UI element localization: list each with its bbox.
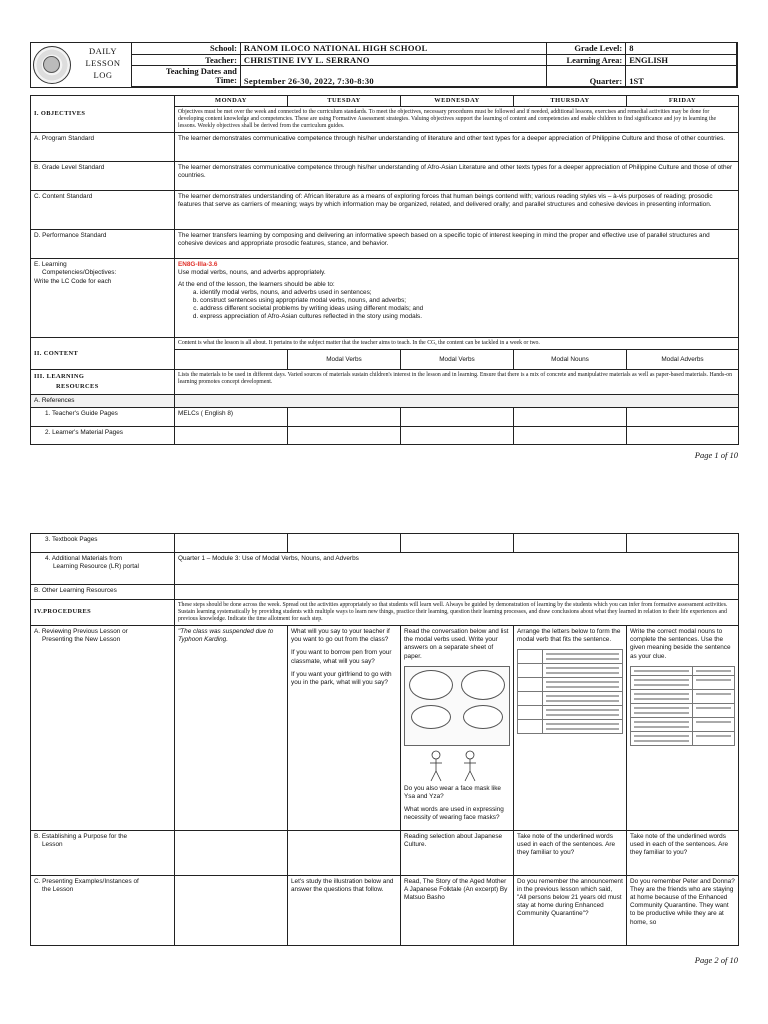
conversation-instruction: Read the conversation below and list the modal verbs used. Write your answers on a separate sheet of paper.	[404, 628, 509, 660]
textbook-thursday	[514, 534, 627, 553]
lc-objective-item: c. address different societal problems by writing ideas using different modals; and	[200, 305, 735, 313]
learners-material-wednesday	[401, 427, 514, 445]
title-line-3: LOG	[93, 70, 113, 80]
daily-lesson-log-title	[75, 45, 131, 81]
textbook-tuesday	[288, 534, 401, 553]
lesson-log-header	[30, 42, 738, 88]
grade-level-value: 8	[626, 43, 737, 55]
references-label: A. References	[31, 395, 175, 408]
textbook-monday	[175, 534, 288, 553]
school-label: School:	[132, 43, 241, 55]
other-resources-label: B. Other Learning Resources	[31, 585, 175, 600]
procedures-table	[30, 533, 739, 946]
lc-objective-item: d. express appreciation of Afro-Asian cultures reflected in the story using modals.	[200, 313, 735, 321]
topic-tuesday: Modal Verbs	[288, 350, 401, 370]
program-standard-label: A. Program Standard	[31, 133, 175, 162]
school-value: RANOM ILOCO NATIONAL HIGH SCHOOL	[240, 43, 546, 55]
presenting-tuesday: Let's study the illustration below and answer the questions that follow.	[288, 875, 401, 945]
presenting-friday: Do you remember Peter and Donna? They are the friends who are staying at home because of the Enhanced Community Quarantine. They want to be productive while they are at home, so	[627, 875, 739, 945]
scrambled-letters-exercise	[517, 649, 623, 734]
class-suspended-note: "The class was suspended due to Typhoon Karding.	[178, 628, 274, 644]
grade-level-standard-text: The learner demonstrates communicative competence through his/her understanding of Afro-Asian Literature and other texts types for a deeper appreciation of Philippine Culture and those of other countries.	[175, 162, 739, 191]
teachers-guide-friday	[627, 408, 739, 427]
additional-materials-label	[31, 553, 175, 585]
face-mask-question: Do you also wear a face mask like Ysa and Yza?	[404, 784, 501, 801]
learners-material-tuesday	[288, 427, 401, 445]
performance-standard-label: D. Performance Standard	[31, 230, 175, 259]
quarter-value: 1ST	[626, 66, 737, 87]
objectives-note: Objectives must be met over the week and connected to the curriculum standards. To meet the objectives, necessary procedures must be followed and if needed, additional lessons, exercises and remedial activities may be done for developing content knowledge and competencies. These are using Formative Assessment strategies. Valuing objectives support the learning of content and competencies and enable children to find significance and joy in learning the lessons. Weekly objectives shall be derived from the curriculum guides.	[175, 107, 739, 133]
review-question: If you want your girlfriend to go with you in the park, what will you say?	[291, 670, 392, 687]
performance-standard-text: The learner transfers learning by composing and delivering an informative speech based on a specific topic of interest keeping in mind the proper and effective use of parallel structures and cohesive devices and appropriate prosodic features, stance, and behavior.	[175, 230, 739, 259]
additional-materials-value: Quarter 1 – Module 3: Use of Modal Verbs, Nouns, and Adverbs	[175, 553, 739, 585]
reviewing-thursday	[514, 626, 627, 831]
header-info-grid	[131, 42, 737, 87]
establishing-wednesday: Reading selection about Japanese Culture.	[401, 830, 514, 875]
program-standard-text: The learner demonstrates communicative competence through his/her understanding of literature and other text types for a deeper appreciation of Philippine Culture and those of other countries.	[175, 133, 739, 162]
topic-wednesday: Modal Verbs	[401, 350, 514, 370]
references-row	[175, 395, 739, 408]
day-thursday: THURSDAY	[514, 96, 627, 107]
day-wednesday: WEDNESDAY	[401, 96, 514, 107]
establishing-friday: Take note of the underlined words used in each of the sentences. Are they familiar to you?	[627, 830, 739, 875]
reviewing-friday	[627, 626, 739, 831]
resources-label-line-1: III. LEARNING	[34, 373, 85, 381]
title-line-1: DAILY	[88, 46, 118, 56]
establishing-purpose-label-line-2: Lesson	[42, 840, 63, 848]
objectives-section-label: I. OBJECTIVES	[31, 96, 175, 133]
procedures-note: These steps should be done across the week. Spread out the activities appropriately so that students will learn well. Always be guided by demonstration of learning by the students which you can infer from formative assessment activities. Sustain learning systematically by providing students with multiple ways to learn new things, practice their learning, question their learning processes, and draw conclusions about what they learned in relation to their life experiences and previous knowledge. Indicate the time allotment for each step.	[175, 600, 739, 626]
teachers-guide-wednesday	[401, 408, 514, 427]
establishing-thursday: Take note of the underlined words used in each of the sentences. Are they familiar to you?	[514, 830, 627, 875]
lc-statement: Use modal verbs, nouns, and adverbs appropriately.	[178, 269, 326, 277]
reviewing-tuesday	[288, 626, 401, 831]
resources-note: Lists the materials to be used in different days. Varied sources of materials sustain children's interest in the lesson and in learning. Ensure that there is a mix of concrete and manipulative materials as well as paper-based materials. Hands-on learning promotes concept development.	[175, 370, 739, 395]
modal-nouns-exercise	[630, 666, 735, 746]
lc-objective-item: b. construct sentences using appropriate modal verbs, nouns, and adverbs;	[200, 297, 735, 305]
establishing-tuesday	[288, 830, 401, 875]
teacher-value: CHRISTINE IVY L. SERRANO	[240, 54, 546, 66]
topic-monday	[175, 350, 288, 370]
day-tuesday: TUESDAY	[288, 96, 401, 107]
quarter-label: Quarter:	[546, 66, 625, 87]
grade-level-standard-label: B. Grade Level Standard	[31, 162, 175, 191]
page-number-1: Page 1 of 10	[694, 450, 738, 460]
presenting-examples-label-line-1: C. Presenting Examples/Instances of	[34, 877, 139, 885]
learners-material-friday	[627, 427, 739, 445]
lc-label-line-2: Competencies/Objectives:	[42, 269, 117, 277]
lc-code: EN8G-IIIa-3.6	[178, 261, 218, 269]
additional-materials-label-line-1: 4. Additional Materials from	[45, 555, 123, 562]
review-question: What will you say to your teacher if you want to go out from the class?	[291, 628, 390, 644]
teaching-dates-label-line-2: Time:	[215, 75, 237, 85]
necessity-question: What words are used in expressing necessity of wearing face masks?	[404, 806, 504, 822]
topic-friday: Modal Adverbs	[627, 350, 739, 370]
reviewing-lesson-label-line-1: A. Reviewing Previous Lesson or	[34, 628, 128, 635]
resources-label-line-2: RESOURCES	[56, 383, 99, 391]
deped-seal-icon	[33, 46, 71, 84]
topic-thursday: Modal Nouns	[514, 350, 627, 370]
content-standard-text: The learner demonstrates understanding of: African literature as a means of exploring forces that human beings contend with; various reading styles vis – à-vis purposes of reading; prosodic features that serve as carriers of meaning; ways by which information may be organized, related, and delivered orally; and parallel structures and cohesive devices in presenting information.	[175, 191, 739, 230]
teachers-guide-thursday	[514, 408, 627, 427]
teaching-dates-label-line-1: Teaching Dates and	[165, 65, 237, 76]
learners-material-thursday	[514, 427, 627, 445]
teachers-guide-label: 1. Teacher's Guide Pages	[31, 408, 175, 427]
presenting-thursday: Do you remember the announcement in the previous lesson which said, "All persons below 21 years old must stay at home during Enhanced Community Quarantine"?	[514, 875, 627, 945]
resources-section-label	[31, 370, 175, 395]
reviewing-lesson-label	[31, 626, 175, 831]
establishing-monday	[175, 830, 288, 875]
page-1	[0, 0, 768, 470]
presenting-wednesday: Read, The Story of the Aged Mother A Japanese Folktale (An excerpt) By Matsuo Basho	[401, 875, 514, 945]
presenting-monday	[175, 875, 288, 945]
title-line-2: LESSON	[85, 58, 121, 68]
lc-intro: At the end of the lesson, the learners should be able to:	[178, 280, 335, 288]
learning-competencies-text	[175, 259, 739, 338]
two-girls-illustration	[404, 749, 510, 785]
day-friday: FRIDAY	[627, 96, 739, 107]
lc-label-line-1: E. Learning	[34, 261, 67, 269]
presenting-examples-label-line-2: the Lesson	[42, 885, 74, 893]
lc-objective-list	[200, 289, 735, 322]
teachers-guide-monday: MELCs ( English 8)	[175, 408, 288, 427]
content-note: Content is what the lesson is all about. It pertains to the subject matter that the teacher aims to teach. In the CG, the content can be tackled in a week or two.	[175, 338, 739, 350]
textbook-pages-label: 3. Textbook Pages	[31, 534, 175, 553]
procedures-section-label: IV.PROCEDURES	[31, 600, 175, 626]
learners-material-monday	[175, 427, 288, 445]
lc-label-line-3: Write the LC Code for each	[34, 277, 112, 285]
reviewing-wednesday	[401, 626, 514, 831]
objectives-table	[30, 95, 739, 445]
content-section-label: II. CONTENT	[31, 338, 175, 370]
grade-level-label: Grade Level:	[546, 43, 625, 55]
teachers-guide-tuesday	[288, 408, 401, 427]
teaching-dates-label	[132, 66, 241, 87]
establishing-purpose-label	[31, 830, 175, 875]
learning-area-label: Learning Area:	[546, 54, 625, 66]
teacher-label: Teacher:	[132, 54, 241, 66]
arrange-letters-instruction: Arrange the letters below to form the modal verb that fits the sentence.	[517, 628, 621, 644]
learning-competencies-label	[31, 259, 175, 338]
learning-area-value: ENGLISH	[626, 54, 737, 66]
other-resources-row	[175, 585, 739, 600]
reviewing-lesson-label-line-2: Presenting the New Lesson	[42, 636, 121, 644]
page-number-2: Page 2 of 10	[694, 955, 738, 965]
textbook-friday	[627, 534, 739, 553]
review-question: If you want to borrow pen from your classmate, what will you say?	[291, 649, 392, 665]
presenting-examples-label	[31, 875, 175, 945]
page-2	[0, 520, 768, 1024]
face-mask-conversation-illustration	[404, 666, 510, 746]
lc-objective-item: a. identify modal verbs, nouns, and adverbs used in sentences;	[200, 289, 735, 297]
additional-materials-label-line-2: Learning Resource (LR) portal	[53, 563, 139, 571]
day-monday: MONDAY	[175, 96, 288, 107]
reviewing-monday	[175, 626, 288, 831]
teaching-dates-value: September 26-30, 2022, 7:30-8:30	[240, 66, 546, 87]
modal-nouns-instruction: Write the correct modal nouns to complete the sentences. Use the given meaning beside the sentence as your clue.	[630, 628, 731, 660]
girls-figure-icon	[404, 749, 504, 783]
establishing-purpose-label-line-1: B. Establishing a Purpose for the	[34, 832, 128, 840]
learners-material-label: 2. Learner's Material Pages	[31, 427, 175, 445]
textbook-wednesday	[401, 534, 514, 553]
content-standard-label: C. Content Standard	[31, 191, 175, 230]
